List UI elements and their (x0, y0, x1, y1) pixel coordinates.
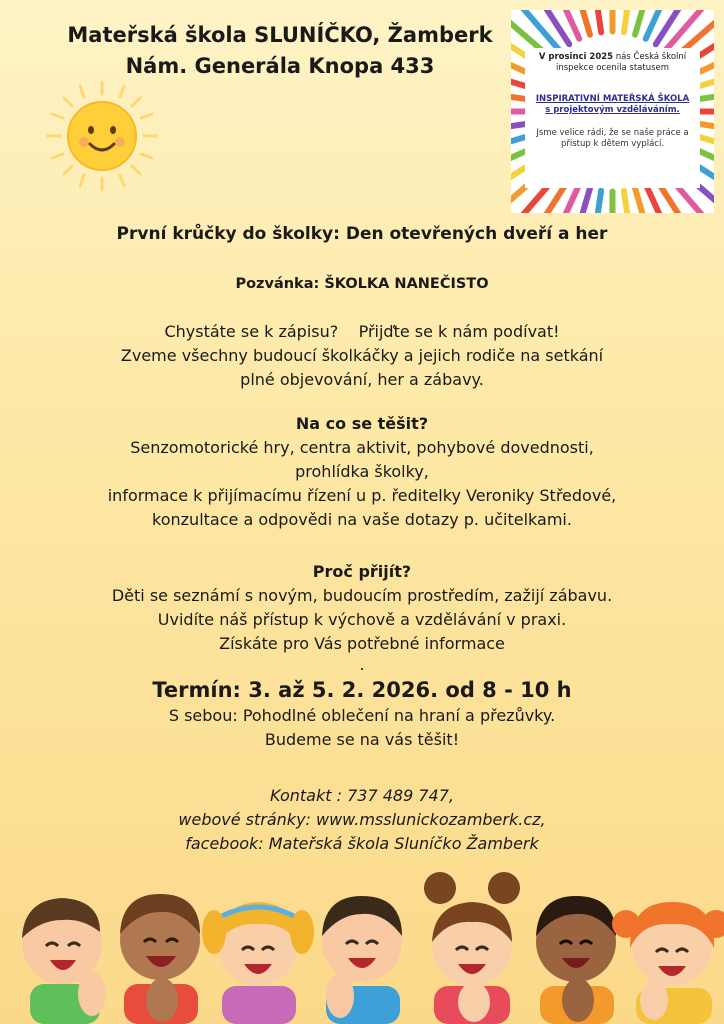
intro-paragraph: Chystáte se k zápisu? Přijďte se k nám podívat! Zveme všechny budoucí školkáčky a jejich rodiče na setkání plné objevování, her a zábavy. (120, 322, 604, 389)
looking-forward-line: Senzomotorické hry, centra aktivit, pohybové dovednosti, (130, 438, 594, 457)
school-address: Nám. Generála Knopa 433 (125, 54, 435, 78)
section-heading-why-come: Proč přijít? (312, 562, 412, 581)
child-5-illustration (424, 872, 520, 1024)
looking-forward-line: konzultace a odpovědi na vaše dotazy p. učitelkami. (152, 510, 572, 529)
child-2-illustration (120, 894, 200, 1024)
children-illustration (0, 872, 724, 1024)
contact-block (0, 784, 724, 856)
child-3-illustration (202, 902, 314, 1024)
crayon-ray (591, 10, 601, 32)
school-header (40, 20, 520, 82)
event-title: První krůčky do školky: Den otevřených dveří a her (116, 224, 608, 244)
crayon-ray (624, 191, 634, 213)
child-6-illustration (536, 896, 616, 1024)
award-text-box (525, 48, 700, 188)
contact-website: webové stránky: www.msslunickozamberk.cz, (178, 810, 546, 829)
main-content (0, 222, 724, 856)
sun-illustration (44, 78, 160, 194)
child-7-illustration (612, 902, 724, 1024)
crayon-ray (591, 191, 601, 213)
why-come-line: Uvidíte náš přístup k výchově a vzdělávání v praxi. (157, 610, 567, 629)
stray-dot: . (359, 655, 365, 674)
invitation-label: Pozvánka: ŠKOLKA NANEČISTO (235, 276, 489, 292)
closing-line: Budeme se na vás těšit! (264, 730, 460, 749)
contact-facebook: facebook: Mateřská škola Sluníčko Žamberk (185, 834, 539, 853)
looking-forward-line: informace k přijímacímu řízení u p. ředitelky Veroniky Středové, (107, 486, 617, 505)
award-thanks: Jsme velice rádi, že se naše práce a přístup k dětem vyplácí. (536, 128, 689, 149)
crayon-ray (624, 10, 634, 32)
inspection-award-badge (511, 10, 714, 213)
why-come-line: Děti se seznámí s novým, budoucím prostředím, zažijí zábavu. (111, 586, 613, 605)
award-status: INSPIRATIVNÍ MATEŘSKÁ ŠKOLA s projektovým vzděláváním. (535, 94, 690, 115)
event-date-time: Termín: 3. až 5. 2. 2026. od 8 - 10 h (152, 678, 572, 702)
looking-forward-line: prohlídka školky, (295, 462, 429, 481)
award-intro: V prosinci 2025 nás Česká školní inspekce ocenila statusem (538, 52, 687, 73)
school-name: Mateřská škola SLUNÍČKO, Žamberk (67, 23, 493, 47)
contact-phone: Kontakt : 737 489 747, (270, 786, 454, 805)
child-1-illustration (22, 898, 106, 1024)
why-come-line: Získáte pro Vás potřebné informace (219, 634, 505, 653)
section-heading-looking-forward: Na co se těšit? (295, 414, 429, 433)
child-4-illustration (322, 896, 402, 1024)
what-to-bring: S sebou: Pohodlné oblečení na hraní a přezůvky. (168, 706, 556, 725)
